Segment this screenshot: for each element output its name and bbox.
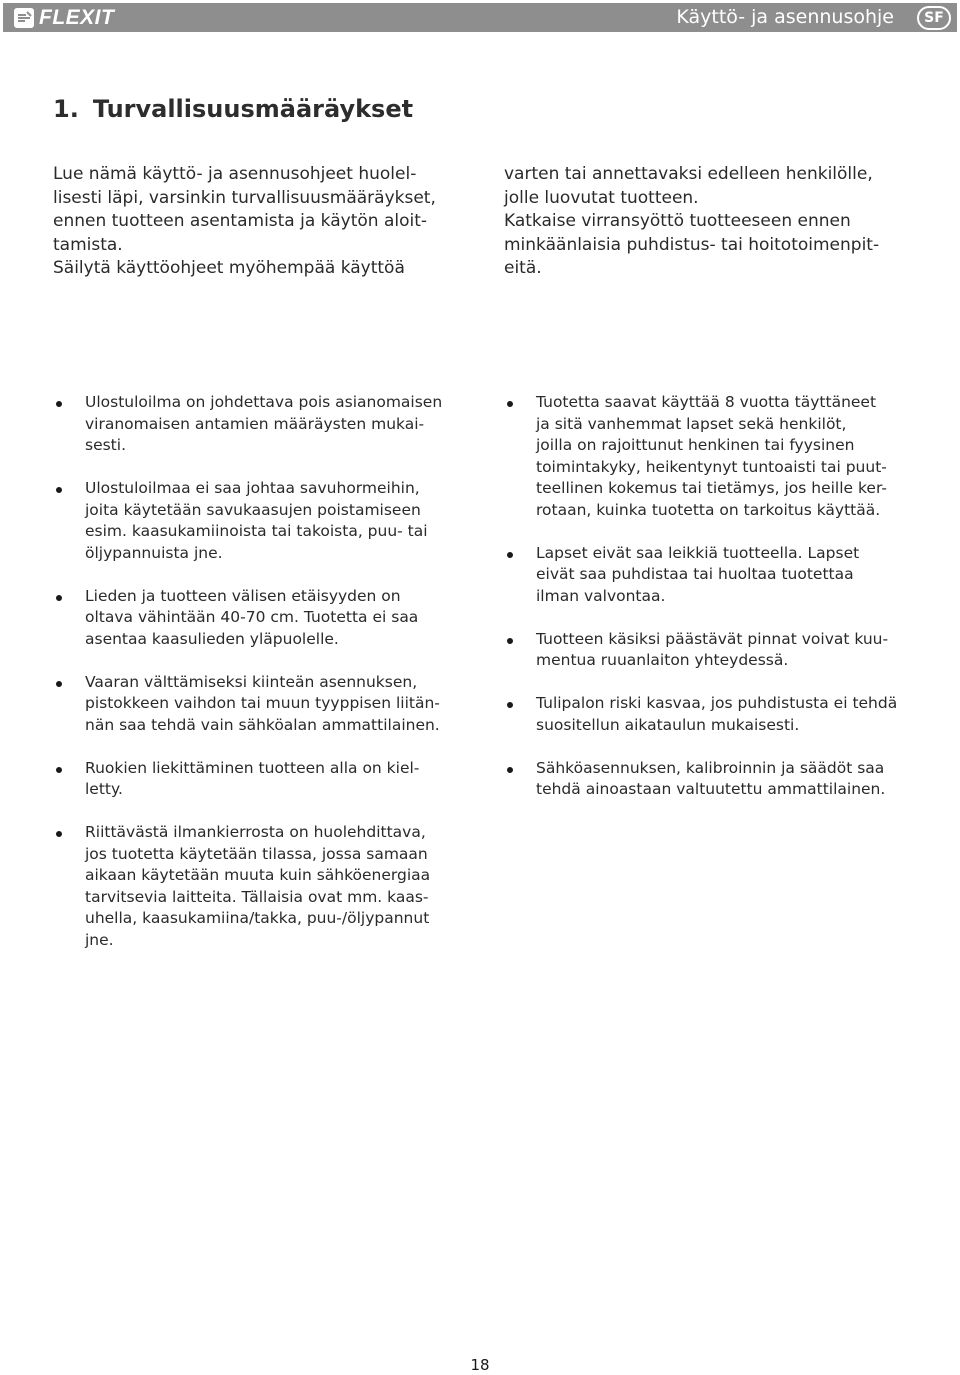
- document-title: Käyttö- ja asennusohje: [676, 6, 894, 28]
- bullet-line: esim. kaasukamiinoista tai takoista, puu- tai: [85, 522, 428, 540]
- bullet-line: joilla on rajoittunut henkinen tai fyysinen: [536, 436, 855, 454]
- bullet-item: [504, 629, 919, 672]
- bullet-item: [504, 543, 919, 608]
- section-number: 1.: [53, 95, 79, 123]
- brand-name: FLEXIT: [39, 6, 115, 29]
- bullet-line: Tuotetta saavat käyttää 8 vuotta täyttäneet: [536, 393, 877, 411]
- safety-list-left: [53, 392, 453, 973]
- bullet-item: [504, 758, 919, 801]
- bullet-dot-icon: [507, 552, 513, 558]
- bullet-line: tehdä ainoastaan valtuutettu ammattilainen.: [536, 780, 886, 798]
- bullet-dot-icon: [56, 767, 62, 773]
- bullet-line: suositellun aikataulun mukaisesti.: [536, 715, 800, 734]
- bullet-line: jne.: [85, 930, 114, 949]
- intro-text-left: [53, 163, 453, 281]
- intro-line: Säilytä käyttöohjeet myöhempää käyttöä: [53, 258, 405, 278]
- intro-line: Katkaise virransyöttö tuotteeseen ennen: [504, 211, 851, 231]
- bullet-line: joita käytetään savukaasujen poistamiseen: [85, 500, 421, 519]
- flexit-logo-mark-icon: [13, 7, 35, 29]
- bullet-dot-icon: [56, 831, 62, 837]
- bullet-line: letty.: [85, 780, 123, 798]
- bullet-line: mentua ruuanlaiton yhteydessä.: [536, 651, 789, 669]
- bullet-line: sesti.: [85, 436, 126, 454]
- intro-line: eitä.: [504, 258, 542, 278]
- header-bar: [3, 3, 957, 32]
- bullet-dot-icon: [56, 681, 62, 687]
- bullet-line: eivät saa puhdistaa tai huoltaa tuotettaa: [536, 565, 854, 583]
- safety-list-right: [504, 392, 919, 822]
- bullet-item: [53, 478, 453, 564]
- bullet-line: Vaaran välttämiseksi kiinteän asennuksen,: [85, 672, 418, 691]
- bullet-dot-icon: [56, 487, 62, 493]
- bullet-line: Sähköasennuksen, kalibroinnin ja säädöt saa: [536, 758, 885, 777]
- bullet-line: Tuotteen käsiksi päästävät pinnat voivat kuu-: [536, 629, 889, 648]
- bullet-dot-icon: [56, 595, 62, 601]
- section-title: Turvallisuusmääräykset: [92, 95, 414, 123]
- bullet-line: Ulostuloilma on johdettava pois asianomaisen: [85, 393, 443, 411]
- bullet-line: Lapset eivät saa leikkiä tuotteella. Lapset: [536, 543, 860, 562]
- bullet-line: uhella, kaasukamiina/takka, puu-/öljypannut: [85, 909, 430, 927]
- bullet-line: Riittävästä ilmankierrosta on huolehdittava,: [85, 823, 426, 841]
- bullet-item: [53, 672, 453, 737]
- bullet-line: jos tuotetta käytetään tilassa, jossa samaan: [85, 844, 428, 863]
- bullet-line: Ruokien liekittäminen tuotteen alla on kiel-: [85, 758, 420, 777]
- bullet-item: [504, 392, 919, 521]
- bullet-item: [53, 758, 453, 801]
- bullet-item: [53, 392, 453, 457]
- bullet-dot-icon: [507, 767, 513, 773]
- bullet-line: toimintakyky, heikentynyt tuntoaisti tai puut-: [536, 457, 887, 476]
- bullet-dot-icon: [56, 401, 62, 407]
- bullet-dot-icon: [507, 401, 513, 407]
- bullet-line: Ulostuloilmaa ei saa johtaa savuhormeihin,: [85, 479, 420, 497]
- bullet-line: aikaan käytetään muuta kuin sähköenergiaa: [85, 866, 431, 884]
- bullet-line: asentaa kaasulieden yläpuolelle.: [85, 629, 339, 648]
- section-heading: [53, 93, 413, 125]
- bullet-dot-icon: [507, 638, 513, 644]
- intro-text-right: [504, 163, 914, 281]
- page-number: 18: [470, 1356, 490, 1374]
- bullet-item: [53, 586, 453, 651]
- bullet-line: rotaan, kuinka tuotetta on tarkoitus käyttää.: [536, 500, 881, 519]
- intro-line: Lue nämä käyttö- ja asennusohjeet huolel-: [53, 164, 417, 184]
- bullet-dot-icon: [507, 702, 513, 708]
- bullet-line: ja sitä vanhemmat lapset sekä henkilöt,: [536, 414, 847, 433]
- bullet-line: viranomaisen antamien määräysten mukai-: [85, 414, 425, 433]
- bullet-item: [504, 693, 919, 736]
- bullet-line: Tulipalon riski kasvaa, jos puhdistusta ei tehdä: [536, 694, 898, 712]
- intro-line: tamista.: [53, 234, 123, 255]
- brand-logo: [13, 6, 114, 29]
- language-badge: SF: [917, 6, 951, 30]
- intro-line: ennen tuotteen asentamista ja käytön aloit-: [53, 211, 428, 231]
- bullet-line: öljypannuista jne.: [85, 543, 223, 562]
- bullet-line: pistokkeen vaihdon tai muun tyyppisen liitän-: [85, 694, 440, 712]
- intro-line: varten tai annettavaksi edelleen henkilölle,: [504, 164, 873, 184]
- intro-line: jolle luovutat tuotteen.: [504, 187, 699, 208]
- bullet-line: Lieden ja tuotteen välisen etäisyyden on: [85, 586, 401, 605]
- bullet-item: [53, 822, 453, 951]
- bullet-line: tarvitsevia laitteita. Tällaisia ovat mm. kaas-: [85, 887, 429, 906]
- intro-line: minkäänlaisia puhdistus- tai hoitotoimenpit-: [504, 234, 880, 255]
- bullet-line: ilman valvontaa.: [536, 586, 666, 605]
- bullet-line: oltava vähintään 40-70 cm. Tuotetta ei saa: [85, 608, 419, 626]
- intro-line: lisesti läpi, varsinkin turvallisuusmääräykset,: [53, 187, 436, 208]
- bullet-line: nän saa tehdä vain sähköalan ammattilainen.: [85, 715, 440, 734]
- bullet-line: teellinen kokemus tai tietämys, jos heille ker-: [536, 479, 887, 497]
